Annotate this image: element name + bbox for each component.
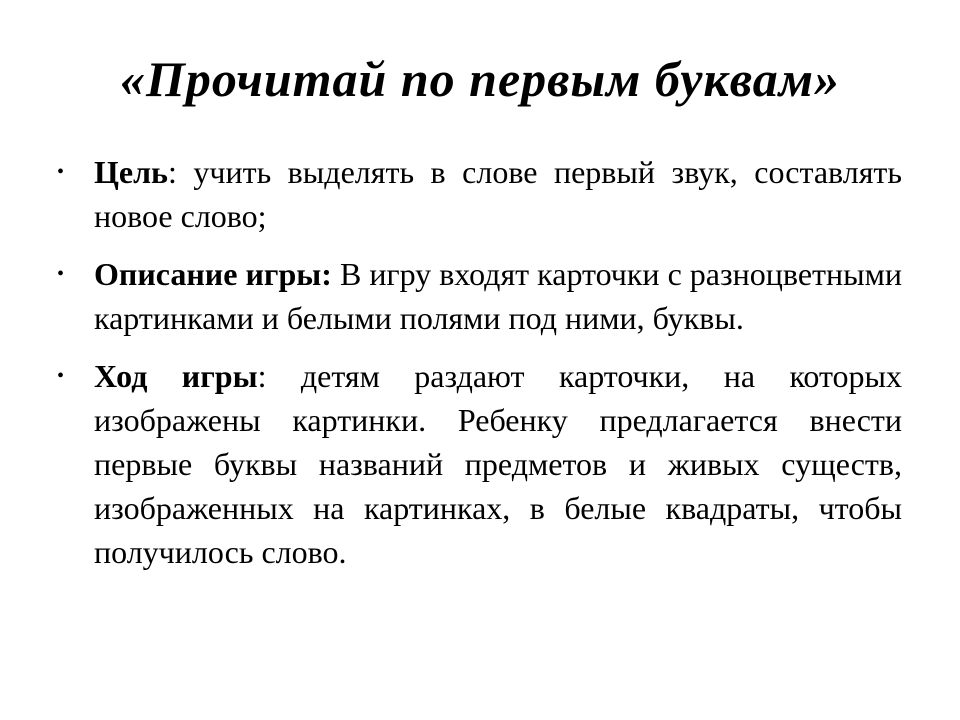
slide-title: «Прочитай по первым буквам»: [119, 51, 841, 107]
bullet-body: В игру входят карточки с разноцветными картинками и белыми полями под ними, буквы.: [94, 256, 903, 336]
bullet-icon: •: [57, 161, 65, 183]
bullet-body: детям раздают карточки, на которых изображены картинки. Ребенку предлагается внести первые буквы названий предметов и живых существ, изображенных на картинках, в белые квадраты, чтобы получилось слово.: [94, 358, 903, 570]
bullet-game-process: [0, 354, 960, 574]
bullet-icon: •: [57, 365, 65, 387]
bullet-separator: :: [257, 358, 301, 394]
bullet-separator: [332, 256, 340, 292]
bullet-game-description: [0, 252, 960, 340]
bullet-label: Цель: [94, 154, 168, 190]
bullet-text: [94, 150, 902, 238]
bullet-separator: :: [167, 154, 194, 190]
bullet-label: Описание игры:: [94, 256, 332, 292]
bullet-list: [0, 150, 960, 588]
bullet-label: Ход игры: [94, 358, 258, 394]
bullet-body: учить выделять в слове первый звук, составлять новое слово;: [94, 154, 903, 234]
bullet-text: [94, 252, 902, 340]
bullet-icon: •: [57, 263, 65, 285]
bullet-goal: [0, 150, 960, 238]
bullet-text: [94, 354, 902, 574]
